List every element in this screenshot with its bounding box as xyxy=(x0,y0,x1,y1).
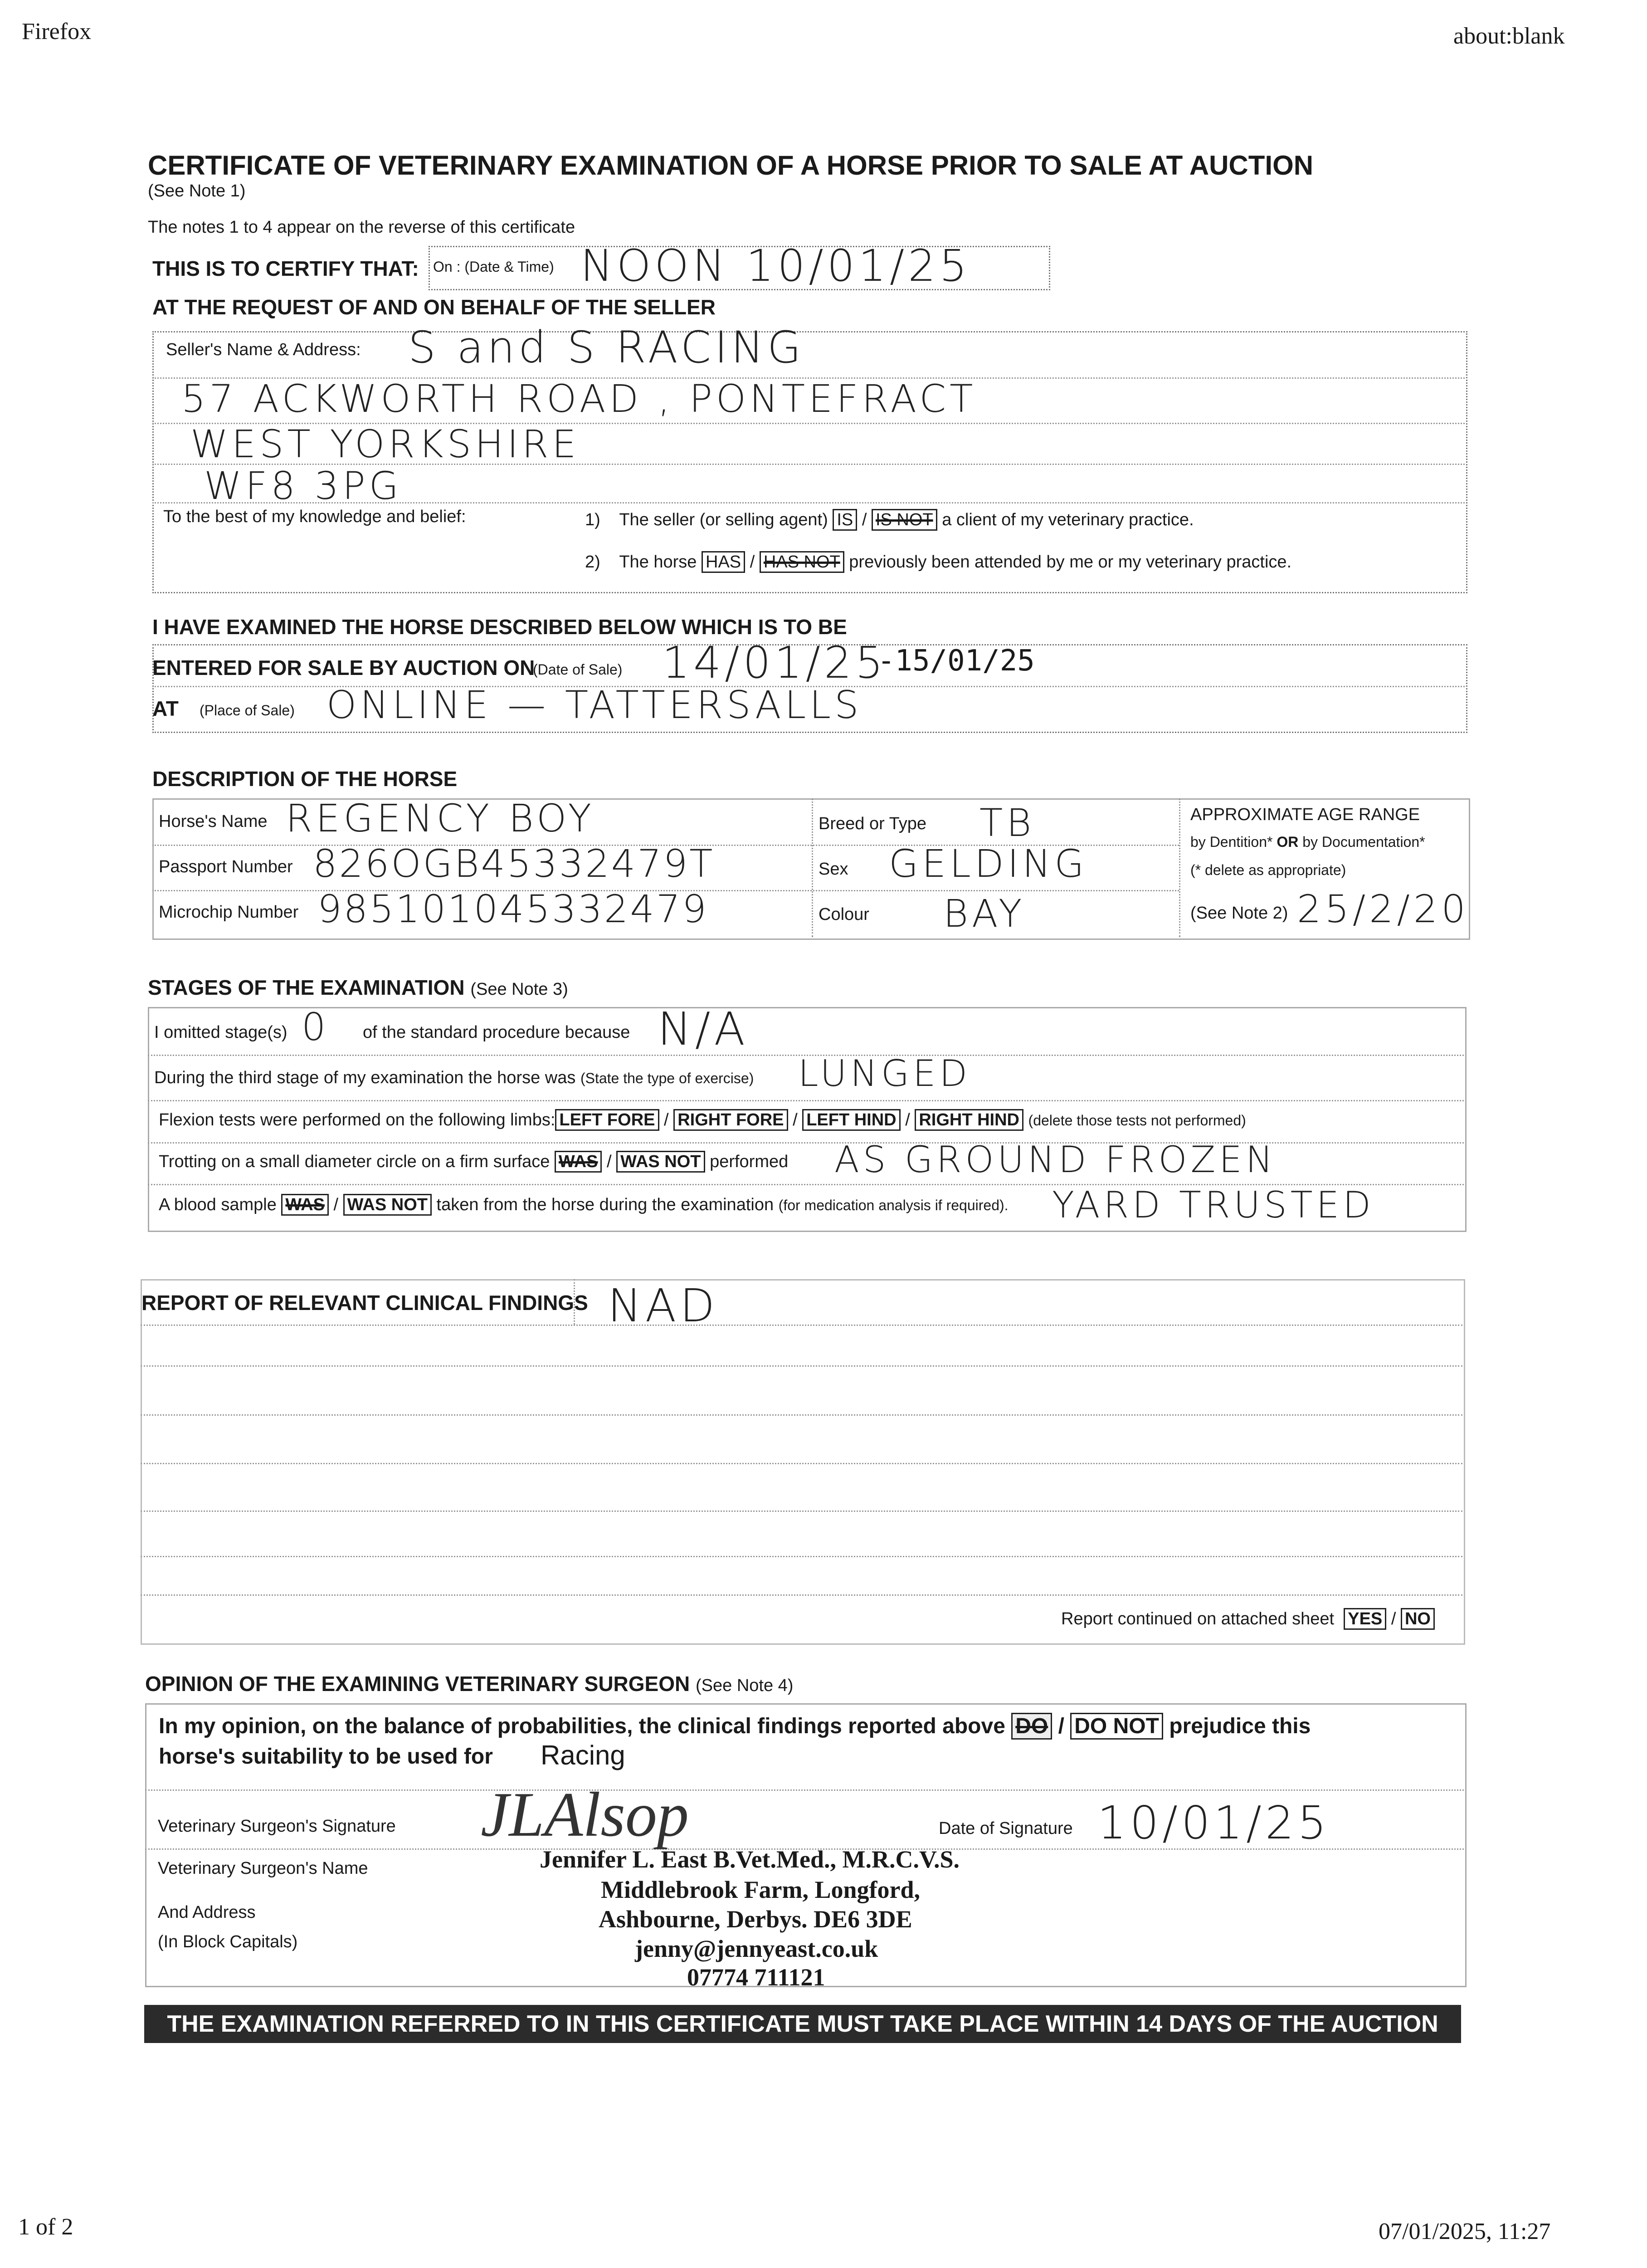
age-value: 25/2/20 xyxy=(1297,887,1469,931)
blood-sample: A blood sample WAS / WAS NOT taken from the horse during the examination (for medication analysis if required). xyxy=(159,1195,1009,1215)
stages-heading: STAGES OF THE EXAMINATION (See Note 3) xyxy=(148,976,568,999)
opinion-do-not: DO NOT xyxy=(1070,1713,1163,1740)
opinion-line-1: In my opinion, on the balance of probabilities, the clinical findings reported above DO / DO NOT prejudice this xyxy=(159,1714,1311,1739)
report-box xyxy=(141,1279,1465,1645)
see-note-1: (See Note 1) xyxy=(148,181,246,200)
passport-value: 826OGB45332479T xyxy=(313,841,715,886)
colour-label: Colour xyxy=(819,905,869,924)
request-line: AT THE REQUEST OF AND ON BEHALF OF THE SELLER xyxy=(152,295,716,319)
certificate-title: CERTIFICATE OF VETERINARY EXAMINATION OF A HORSE PRIOR TO SALE AT AUCTION xyxy=(148,150,1314,181)
has-not-option: HAS NOT xyxy=(760,551,844,573)
opinion-heading: OPINION OF THE EXAMINING VETERINARY SURGEON (See Note 4) xyxy=(145,1672,794,1696)
stamp-line-3: Ashbourne, Derbys. DE6 3DE xyxy=(599,1906,912,1933)
third-stage-value: LUNGED xyxy=(798,1052,971,1095)
place-of-sale-value: ONLINE — TATTERSALLS xyxy=(326,683,862,727)
microchip-value: 985101045332479 xyxy=(317,887,708,931)
examined-line: I HAVE EXAMINED THE HORSE DESCRIBED BELOW WHICH IS TO BE xyxy=(152,615,847,639)
on-date-value: NOON 10/01/25 xyxy=(580,240,971,291)
trotting: Trotting on a small diameter circle on a firm surface WAS / WAS NOT performed xyxy=(159,1152,788,1172)
date-of-sale-typed: -15/01/25 xyxy=(877,644,1035,678)
microchip-label: Microchip Number xyxy=(159,903,299,922)
date-of-signature-value: 10/01/25 xyxy=(1097,1796,1330,1849)
stamp-line-4: jenny@jennyeast.co.uk xyxy=(635,1935,878,1962)
sex-label: Sex xyxy=(819,860,848,879)
limb-right-fore: RIGHT FORE xyxy=(673,1109,788,1131)
browser-url: about:blank xyxy=(1453,23,1565,49)
place-of-sale-label: (Place of Sale) xyxy=(200,702,295,719)
omitted-label: I omitted stage(s) xyxy=(154,1023,287,1042)
footer-banner: THE EXAMINATION REFERRED TO IN THIS CERTIFICATE MUST TAKE PLACE WITHIN 14 DAYS OF THE AUCTION xyxy=(144,2005,1461,2043)
opinion-purpose: Racing xyxy=(541,1740,625,1770)
stamp-line-1: Jennifer L. East B.Vet.Med., M.R.C.V.S. xyxy=(540,1846,960,1873)
seller-name-label: Seller's Name & Address: xyxy=(166,340,361,359)
breed-label: Breed or Type xyxy=(819,814,927,833)
stamp-line-5: 07774 711121 xyxy=(687,1964,825,1991)
seller-name-value: S and S RACING xyxy=(408,322,805,373)
omitted-reason: N/A xyxy=(658,1002,749,1056)
browser-app-name: Firefox xyxy=(22,19,92,44)
seller-address-line-2: WEST YORKSHIRE xyxy=(190,422,580,466)
notes-line: The notes 1 to 4 appear on the reverse of this certificate xyxy=(148,218,575,237)
has-option: HAS xyxy=(702,551,745,573)
belief-label: To the best of my knowledge and belief: xyxy=(163,507,466,526)
seller-address-line-3: WF8 3PG xyxy=(204,464,402,508)
address-label: And Address xyxy=(158,1903,256,1922)
at-label: AT xyxy=(152,697,179,720)
is-option: IS xyxy=(833,509,857,531)
stamp-line-2: Middlebrook Farm, Longford, xyxy=(601,1876,921,1903)
age-method: by Dentition* OR by Documentation* xyxy=(1190,834,1425,850)
trot-was: WAS xyxy=(555,1151,602,1173)
is-not-option: IS NOT xyxy=(872,509,937,531)
age-delete-note: (* delete as appropriate) xyxy=(1190,862,1346,878)
blood-was-not: WAS NOT xyxy=(343,1194,432,1216)
page-counter: 1 of 2 xyxy=(18,2214,73,2240)
date-of-sale-label: (Date of Sale) xyxy=(533,661,623,678)
colour-value: BAY xyxy=(943,891,1026,936)
signature-image: JLAlsop xyxy=(481,1779,689,1850)
sex-value: GELDING xyxy=(889,841,1088,886)
report-continued: Report continued on attached sheet YES / NO xyxy=(1061,1609,1435,1629)
horse-name-label: Horse's Name xyxy=(159,812,268,831)
third-stage: During the third stage of my examination the horse was (State the type of exercise) xyxy=(154,1068,754,1087)
attended-statement: 2) The horse HAS / HAS NOT previously been attended by me or my veterinary practice. xyxy=(585,552,1291,572)
limb-left-fore: LEFT FORE xyxy=(555,1109,659,1131)
surgeon-name-label: Veterinary Surgeon's Name xyxy=(158,1859,368,1878)
flexion-tests: Flexion tests were performed on the following limbs: LEFT FORE / RIGHT FORE / LEFT HIND / RIGHT HIND (delete those tests not performed) xyxy=(159,1110,1246,1130)
client-statement: 1) The seller (or selling agent) IS / IS NOT a client of my veterinary practice. xyxy=(585,510,1194,530)
blood-value: YARD TRUSTED xyxy=(1052,1184,1374,1226)
report-heading: REPORT OF RELEVANT CLINICAL FINDINGS xyxy=(141,1291,588,1315)
print-datetime: 07/01/2025, 11:27 xyxy=(1379,2219,1551,2244)
age-see-note: (See Note 2) xyxy=(1190,904,1288,923)
report-value: NAD xyxy=(608,1279,719,1332)
continued-no: NO xyxy=(1401,1608,1435,1630)
limb-right-hind: RIGHT HIND xyxy=(915,1109,1023,1131)
breed-value: TB xyxy=(979,801,1035,845)
date-of-sale-value: 14/01/25 xyxy=(662,637,887,688)
horse-name-value: REGENCY BOY xyxy=(286,796,595,841)
continued-yes: YES xyxy=(1344,1608,1386,1630)
age-heading: APPROXIMATE AGE RANGE xyxy=(1190,805,1420,824)
date-of-signature-label: Date of Signature xyxy=(939,1819,1073,1838)
on-date-label: On : (Date & Time) xyxy=(433,259,554,275)
signature-label: Veterinary Surgeon's Signature xyxy=(158,1817,396,1836)
address-sublabel: (In Block Capitals) xyxy=(158,1932,298,1951)
description-heading: DESCRIPTION OF THE HORSE xyxy=(152,767,458,791)
seller-address-line-1: 57 ACKWORTH ROAD , PONTEFRACT xyxy=(181,376,977,421)
omitted-value: 0 xyxy=(302,1005,330,1049)
omitted-because: of the standard procedure because xyxy=(363,1023,630,1042)
opinion-line-2: horse's suitability to be used for xyxy=(159,1745,493,1769)
passport-label: Passport Number xyxy=(159,857,293,876)
opinion-do: DO xyxy=(1011,1713,1052,1740)
limb-left-hind: LEFT HIND xyxy=(802,1109,900,1131)
blood-was: WAS xyxy=(281,1194,329,1216)
trot-value: AS GROUND FROZEN xyxy=(834,1139,1277,1181)
certify-label: THIS IS TO CERTIFY THAT: xyxy=(152,257,419,280)
entered-label: ENTERED FOR SALE BY AUCTION ON xyxy=(152,656,535,679)
trot-was-not: WAS NOT xyxy=(616,1151,705,1173)
